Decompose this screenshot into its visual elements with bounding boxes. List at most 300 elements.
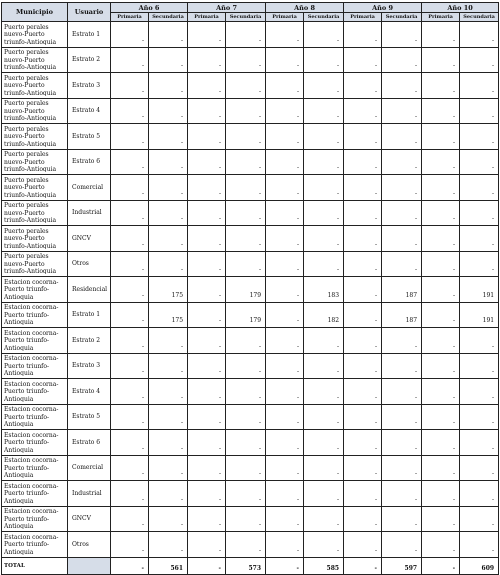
- value-cell: -: [304, 73, 344, 99]
- value-cell: -: [460, 379, 499, 405]
- municipio-cell: [2, 200, 68, 226]
- value-cell: -: [460, 481, 499, 507]
- table-row: [2, 73, 499, 99]
- municipio-text: Puerto perales nuevo-Puerto triunfo-Antioquia: [4, 227, 57, 249]
- value-cell: -: [460, 404, 499, 430]
- value-cell: -: [188, 251, 226, 277]
- value-cell: -: [266, 404, 304, 430]
- value-cell: -: [266, 532, 304, 558]
- table-row: [2, 506, 499, 532]
- value-cell: -: [422, 200, 460, 226]
- total-value-cell: 573: [226, 557, 266, 574]
- usuario-cell: Residencial: [68, 277, 111, 303]
- value-cell: -: [266, 506, 304, 532]
- usuario-cell: Industrial: [68, 200, 111, 226]
- value-cell: -: [344, 481, 382, 507]
- value-cell: -: [266, 251, 304, 277]
- value-cell: -: [382, 47, 422, 73]
- value-cell: -: [344, 22, 382, 48]
- value-cell: -: [422, 22, 460, 48]
- value-cell: -: [344, 404, 382, 430]
- value-cell: -: [382, 200, 422, 226]
- value-cell: -: [382, 379, 422, 405]
- municipio-cell: [2, 277, 68, 303]
- value-cell: -: [188, 481, 226, 507]
- value-cell: -: [149, 251, 188, 277]
- table-row: [2, 22, 499, 48]
- value-cell: -: [460, 251, 499, 277]
- value-cell: -: [266, 226, 304, 252]
- value-cell: -: [266, 277, 304, 303]
- value-cell: 191: [460, 302, 499, 328]
- total-value-cell: 597: [382, 557, 422, 574]
- municipio-cell: [2, 226, 68, 252]
- usuario-cell: Estrato 5: [68, 404, 111, 430]
- header-year: Año 9: [344, 3, 422, 13]
- table-row: [2, 200, 499, 226]
- value-cell: -: [382, 506, 422, 532]
- value-cell: -: [226, 251, 266, 277]
- municipio-text: Puerto perales nuevo-Puerto triunfo-Antioquia: [4, 49, 57, 71]
- value-cell: -: [111, 302, 149, 328]
- value-cell: -: [149, 149, 188, 175]
- value-cell: -: [422, 277, 460, 303]
- value-cell: -: [188, 455, 226, 481]
- municipio-text: Estacion cocorna-Puerto triunfo-Antioquia: [4, 278, 59, 300]
- municipio-cell: [2, 328, 68, 354]
- value-cell: -: [111, 175, 149, 201]
- data-table-container: [1, 2, 498, 575]
- municipio-cell: [2, 353, 68, 379]
- usuario-cell: GNCV: [68, 506, 111, 532]
- value-cell: -: [226, 506, 266, 532]
- value-cell: -: [149, 47, 188, 73]
- value-cell: -: [149, 532, 188, 558]
- value-cell: -: [188, 47, 226, 73]
- value-cell: -: [460, 22, 499, 48]
- value-cell: -: [226, 379, 266, 405]
- total-value-cell: -: [188, 557, 226, 574]
- value-cell: -: [226, 226, 266, 252]
- header-municipio: Municipio: [2, 3, 68, 22]
- header-secundaria: Secundaria: [226, 13, 266, 22]
- value-cell: -: [304, 175, 344, 201]
- table-row: [2, 481, 499, 507]
- value-cell: -: [226, 404, 266, 430]
- value-cell: -: [111, 379, 149, 405]
- value-cell: -: [460, 353, 499, 379]
- value-cell: -: [382, 404, 422, 430]
- header-year: Año 6: [111, 3, 188, 13]
- table-body: [2, 22, 499, 558]
- value-cell: -: [304, 22, 344, 48]
- municipio-cell: [2, 47, 68, 73]
- table-row: [2, 175, 499, 201]
- municipio-text: Estacion cocorna-Puerto triunfo-Antioquia: [4, 355, 59, 377]
- value-cell: -: [266, 98, 304, 124]
- value-cell: -: [344, 379, 382, 405]
- value-cell: -: [304, 455, 344, 481]
- value-cell: -: [111, 404, 149, 430]
- value-cell: -: [344, 328, 382, 354]
- value-cell: -: [111, 481, 149, 507]
- value-cell: -: [188, 277, 226, 303]
- value-cell: -: [226, 430, 266, 456]
- value-cell: -: [422, 353, 460, 379]
- municipio-text: Estacion cocorna-Puerto triunfo-Antioquia: [4, 329, 59, 351]
- value-cell: -: [188, 175, 226, 201]
- table-row: [2, 430, 499, 456]
- projection-table: [1, 2, 499, 575]
- municipio-text: Puerto perales nuevo-Puerto triunfo-Antioquia: [4, 74, 57, 96]
- value-cell: -: [266, 353, 304, 379]
- value-cell: -: [266, 175, 304, 201]
- value-cell: -: [344, 455, 382, 481]
- value-cell: -: [460, 200, 499, 226]
- value-cell: -: [460, 98, 499, 124]
- value-cell: -: [188, 379, 226, 405]
- value-cell: 183: [304, 277, 344, 303]
- municipio-text: Puerto perales nuevo-Puerto triunfo-Antioquia: [4, 23, 57, 45]
- value-cell: -: [226, 353, 266, 379]
- value-cell: -: [304, 506, 344, 532]
- value-cell: -: [226, 328, 266, 354]
- usuario-cell: Estrato 6: [68, 430, 111, 456]
- value-cell: -: [344, 226, 382, 252]
- header-primaria: Primaria: [422, 13, 460, 22]
- value-cell: 182: [304, 302, 344, 328]
- header-secundaria: Secundaria: [460, 13, 499, 22]
- municipio-text: Estacion cocorna-Puerto triunfo-Antioquia: [4, 304, 59, 326]
- usuario-cell: Otros: [68, 532, 111, 558]
- table-row: [2, 302, 499, 328]
- municipio-cell: [2, 506, 68, 532]
- value-cell: -: [304, 404, 344, 430]
- table-row: [2, 251, 499, 277]
- value-cell: -: [422, 175, 460, 201]
- municipio-cell: [2, 302, 68, 328]
- value-cell: -: [422, 251, 460, 277]
- value-cell: -: [149, 353, 188, 379]
- value-cell: 187: [382, 277, 422, 303]
- value-cell: -: [188, 506, 226, 532]
- value-cell: -: [422, 430, 460, 456]
- value-cell: -: [460, 532, 499, 558]
- table-row: [2, 455, 499, 481]
- total-value-cell: -: [422, 557, 460, 574]
- value-cell: -: [266, 73, 304, 99]
- value-cell: -: [382, 532, 422, 558]
- value-cell: -: [304, 481, 344, 507]
- usuario-cell: GNCV: [68, 226, 111, 252]
- total-value-cell: 585: [304, 557, 344, 574]
- value-cell: -: [266, 481, 304, 507]
- value-cell: -: [344, 532, 382, 558]
- table-row: [2, 124, 499, 150]
- value-cell: -: [111, 532, 149, 558]
- value-cell: -: [111, 251, 149, 277]
- value-cell: -: [344, 98, 382, 124]
- value-cell: -: [460, 226, 499, 252]
- value-cell: -: [304, 251, 344, 277]
- value-cell: -: [382, 226, 422, 252]
- municipio-cell: [2, 532, 68, 558]
- value-cell: -: [344, 124, 382, 150]
- value-cell: -: [344, 430, 382, 456]
- value-cell: -: [226, 47, 266, 73]
- value-cell: -: [111, 47, 149, 73]
- value-cell: -: [111, 124, 149, 150]
- table-row: [2, 328, 499, 354]
- municipio-text: Estacion cocorna-Puerto triunfo-Antioquia: [4, 457, 59, 479]
- value-cell: -: [149, 22, 188, 48]
- municipio-cell: [2, 175, 68, 201]
- value-cell: -: [149, 124, 188, 150]
- value-cell: -: [149, 328, 188, 354]
- value-cell: -: [304, 430, 344, 456]
- total-value-cell: 609: [460, 557, 499, 574]
- usuario-cell: Estrato 1: [68, 302, 111, 328]
- value-cell: -: [344, 506, 382, 532]
- table-row: [2, 277, 499, 303]
- municipio-cell: [2, 430, 68, 456]
- value-cell: -: [111, 200, 149, 226]
- value-cell: -: [111, 430, 149, 456]
- value-cell: -: [149, 98, 188, 124]
- value-cell: -: [344, 47, 382, 73]
- header-primaria: Primaria: [344, 13, 382, 22]
- value-cell: 179: [226, 302, 266, 328]
- value-cell: -: [111, 73, 149, 99]
- value-cell: -: [188, 124, 226, 150]
- value-cell: -: [149, 506, 188, 532]
- value-cell: -: [266, 47, 304, 73]
- municipio-text: Estacion cocorna-Puerto triunfo-Antioquia: [4, 482, 59, 504]
- value-cell: -: [382, 175, 422, 201]
- value-cell: -: [111, 455, 149, 481]
- value-cell: -: [188, 22, 226, 48]
- usuario-cell: Estrato 1: [68, 22, 111, 48]
- table-row: [2, 353, 499, 379]
- value-cell: -: [304, 379, 344, 405]
- value-cell: -: [226, 22, 266, 48]
- value-cell: 191: [460, 277, 499, 303]
- value-cell: -: [422, 455, 460, 481]
- value-cell: -: [111, 149, 149, 175]
- table-header: [2, 3, 499, 22]
- value-cell: -: [382, 251, 422, 277]
- table-row: [2, 404, 499, 430]
- value-cell: -: [266, 455, 304, 481]
- value-cell: -: [149, 404, 188, 430]
- value-cell: -: [226, 73, 266, 99]
- value-cell: -: [226, 455, 266, 481]
- municipio-text: Estacion cocorna-Puerto triunfo-Antioquia: [4, 431, 59, 453]
- value-cell: -: [111, 22, 149, 48]
- table-row: [2, 532, 499, 558]
- total-label: TOTAL: [2, 557, 68, 574]
- municipio-cell: [2, 379, 68, 405]
- header-year: Año 8: [266, 3, 344, 13]
- value-cell: -: [382, 98, 422, 124]
- value-cell: -: [382, 328, 422, 354]
- value-cell: -: [149, 481, 188, 507]
- header-year: Año 10: [422, 3, 499, 13]
- value-cell: -: [344, 251, 382, 277]
- value-cell: -: [422, 124, 460, 150]
- municipio-cell: [2, 73, 68, 99]
- header-year: Año 7: [188, 3, 266, 13]
- value-cell: 175: [149, 277, 188, 303]
- value-cell: -: [226, 98, 266, 124]
- value-cell: -: [226, 532, 266, 558]
- municipio-text: Puerto perales nuevo-Puerto triunfo-Antioquia: [4, 151, 57, 173]
- value-cell: -: [188, 200, 226, 226]
- header-primaria: Primaria: [188, 13, 226, 22]
- municipio-text: Estacion cocorna-Puerto triunfo-Antioquia: [4, 533, 59, 555]
- value-cell: -: [188, 226, 226, 252]
- value-cell: -: [266, 124, 304, 150]
- municipio-text: Estacion cocorna-Puerto triunfo-Antioquia: [4, 380, 59, 402]
- municipio-cell: [2, 22, 68, 48]
- header-secundaria: Secundaria: [149, 13, 188, 22]
- value-cell: -: [344, 175, 382, 201]
- municipio-cell: [2, 98, 68, 124]
- value-cell: -: [422, 481, 460, 507]
- value-cell: -: [382, 455, 422, 481]
- value-cell: -: [382, 22, 422, 48]
- value-cell: -: [304, 98, 344, 124]
- municipio-cell: [2, 251, 68, 277]
- value-cell: -: [422, 404, 460, 430]
- value-cell: -: [111, 226, 149, 252]
- value-cell: -: [111, 328, 149, 354]
- value-cell: -: [188, 98, 226, 124]
- value-cell: -: [188, 328, 226, 354]
- municipio-cell: [2, 404, 68, 430]
- municipio-cell: [2, 124, 68, 150]
- total-value-cell: -: [111, 557, 149, 574]
- value-cell: -: [382, 73, 422, 99]
- municipio-cell: [2, 149, 68, 175]
- header-primaria: Primaria: [111, 13, 149, 22]
- value-cell: -: [304, 353, 344, 379]
- value-cell: -: [226, 200, 266, 226]
- value-cell: -: [460, 430, 499, 456]
- value-cell: -: [188, 149, 226, 175]
- header-primaria: Primaria: [266, 13, 304, 22]
- usuario-cell: Estrato 3: [68, 73, 111, 99]
- usuario-cell: Estrato 6: [68, 149, 111, 175]
- municipio-cell: [2, 455, 68, 481]
- value-cell: -: [460, 73, 499, 99]
- value-cell: -: [304, 124, 344, 150]
- value-cell: -: [149, 175, 188, 201]
- value-cell: -: [226, 481, 266, 507]
- value-cell: -: [304, 47, 344, 73]
- municipio-text: Puerto perales nuevo-Puerto triunfo-Antioquia: [4, 125, 57, 147]
- municipio-text: Puerto perales nuevo-Puerto triunfo-Antioquia: [4, 100, 57, 122]
- header-secundaria: Secundaria: [382, 13, 422, 22]
- total-value-cell: -: [344, 557, 382, 574]
- value-cell: -: [188, 353, 226, 379]
- value-cell: -: [344, 353, 382, 379]
- value-cell: -: [226, 124, 266, 150]
- total-value-cell: -: [266, 557, 304, 574]
- value-cell: -: [460, 149, 499, 175]
- value-cell: -: [149, 226, 188, 252]
- value-cell: -: [304, 149, 344, 175]
- value-cell: -: [382, 149, 422, 175]
- municipio-cell: [2, 481, 68, 507]
- value-cell: -: [422, 47, 460, 73]
- table-row: [2, 47, 499, 73]
- value-cell: -: [344, 277, 382, 303]
- value-cell: -: [266, 379, 304, 405]
- value-cell: -: [460, 328, 499, 354]
- value-cell: -: [149, 455, 188, 481]
- usuario-cell: Estrato 2: [68, 47, 111, 73]
- municipio-text: Puerto perales nuevo-Puerto triunfo-Antioquia: [4, 202, 57, 224]
- value-cell: -: [111, 98, 149, 124]
- value-cell: -: [460, 455, 499, 481]
- value-cell: -: [266, 149, 304, 175]
- value-cell: -: [422, 328, 460, 354]
- value-cell: -: [188, 73, 226, 99]
- value-cell: -: [149, 379, 188, 405]
- value-cell: -: [188, 404, 226, 430]
- municipio-text: Puerto perales nuevo-Puerto triunfo-Antioquia: [4, 253, 57, 275]
- header-secundaria: Secundaria: [304, 13, 344, 22]
- value-cell: -: [344, 73, 382, 99]
- total-row: [2, 557, 499, 574]
- value-cell: -: [266, 200, 304, 226]
- value-cell: -: [382, 430, 422, 456]
- value-cell: -: [344, 200, 382, 226]
- value-cell: -: [149, 73, 188, 99]
- value-cell: -: [422, 98, 460, 124]
- value-cell: -: [422, 73, 460, 99]
- value-cell: 179: [226, 277, 266, 303]
- value-cell: -: [344, 149, 382, 175]
- header-usuario: Usuario: [68, 3, 111, 22]
- usuario-cell: Estrato 4: [68, 98, 111, 124]
- value-cell: -: [304, 328, 344, 354]
- usuario-cell: Estrato 4: [68, 379, 111, 405]
- value-cell: -: [422, 149, 460, 175]
- value-cell: -: [422, 302, 460, 328]
- table-row: [2, 98, 499, 124]
- value-cell: -: [460, 124, 499, 150]
- usuario-cell: Comercial: [68, 455, 111, 481]
- total-value-cell: 561: [149, 557, 188, 574]
- value-cell: -: [111, 277, 149, 303]
- value-cell: -: [304, 226, 344, 252]
- value-cell: -: [226, 175, 266, 201]
- usuario-cell: Industrial: [68, 481, 111, 507]
- usuario-cell: Otros: [68, 251, 111, 277]
- value-cell: -: [188, 430, 226, 456]
- value-cell: -: [304, 200, 344, 226]
- value-cell: -: [382, 481, 422, 507]
- municipio-text: Estacion cocorna-Puerto triunfo-Antioquia: [4, 508, 59, 530]
- value-cell: -: [344, 302, 382, 328]
- value-cell: -: [266, 328, 304, 354]
- value-cell: -: [422, 532, 460, 558]
- value-cell: -: [382, 124, 422, 150]
- total-usuario-cell: [68, 557, 111, 574]
- municipio-text: Puerto perales nuevo-Puerto triunfo-Antioquia: [4, 176, 57, 198]
